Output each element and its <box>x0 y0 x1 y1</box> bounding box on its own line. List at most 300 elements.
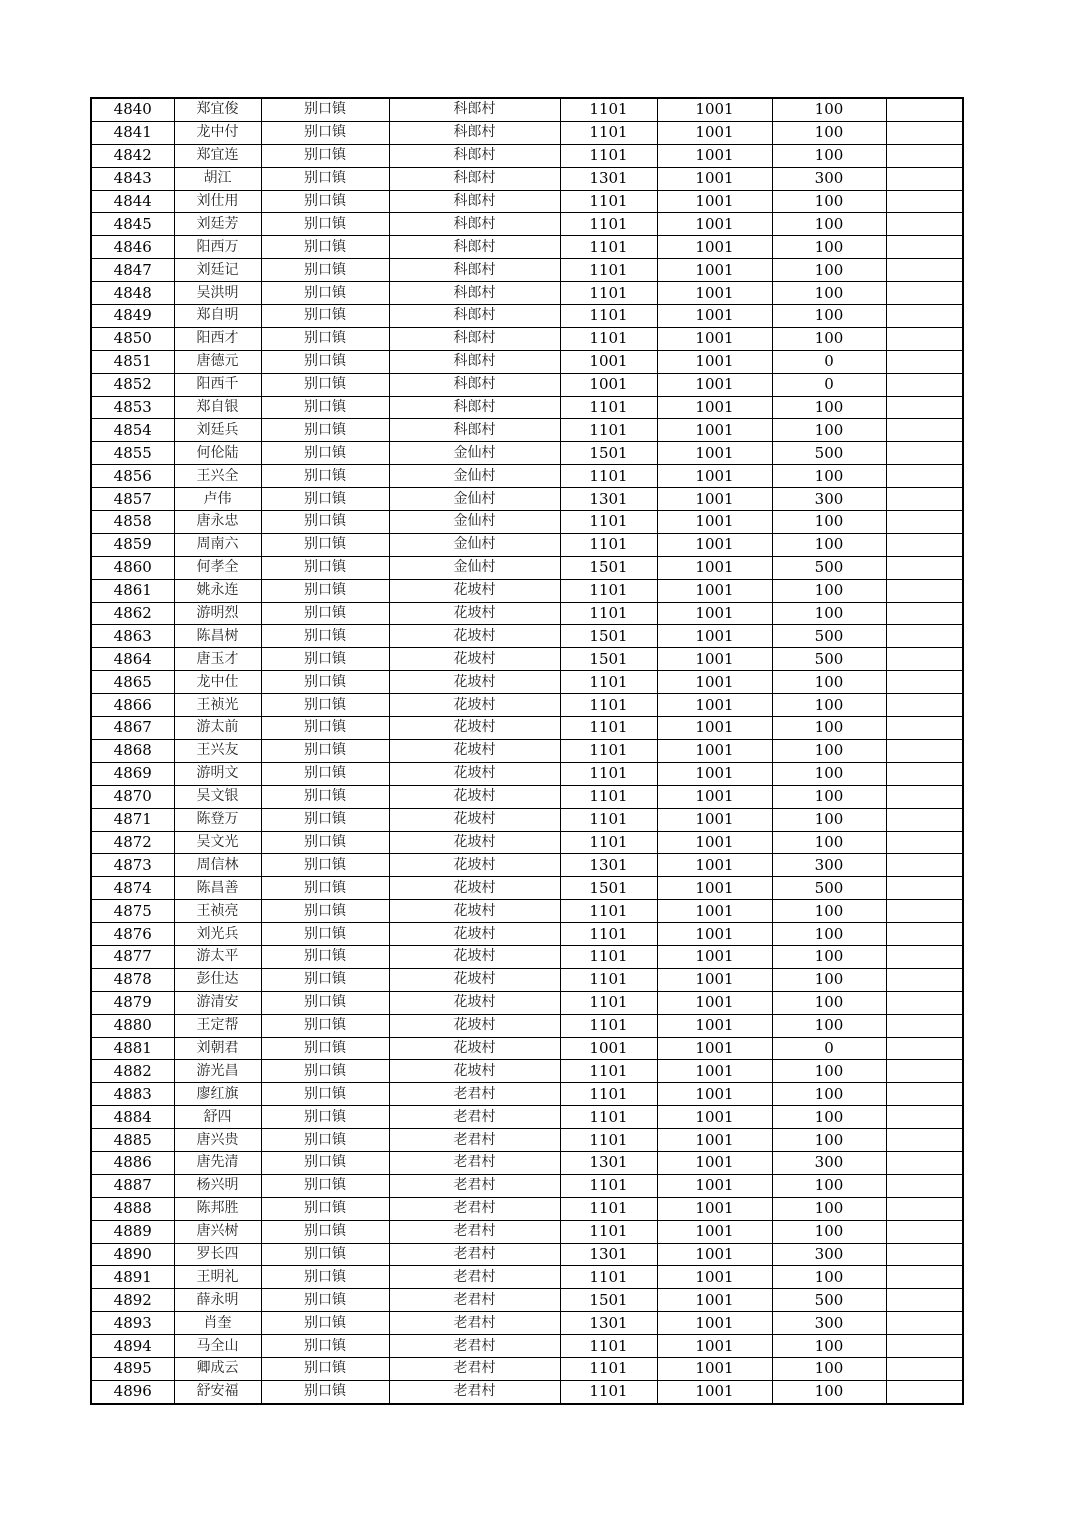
cell-code-b: 1001 <box>657 579 772 602</box>
table-row <box>91 602 963 625</box>
cell-remark <box>886 762 963 785</box>
cell-village: 科郎村 <box>389 213 560 236</box>
cell-amount: 100 <box>772 579 886 602</box>
cell-remark <box>886 968 963 991</box>
cell-township: 别口镇 <box>261 98 389 121</box>
cell-remark <box>886 991 963 1014</box>
cell-code-b: 1001 <box>657 1243 772 1266</box>
cell-row-number: 4844 <box>91 190 174 213</box>
cell-township: 别口镇 <box>261 945 389 968</box>
cell-code-a: 1501 <box>560 625 657 648</box>
cell-row-number: 4862 <box>91 602 174 625</box>
cell-township: 别口镇 <box>261 1357 389 1380</box>
cell-row-number: 4850 <box>91 327 174 350</box>
cell-remark <box>886 282 963 305</box>
cell-code-b: 1001 <box>657 350 772 373</box>
cell-code-a: 1101 <box>560 121 657 144</box>
cell-village: 花坡村 <box>389 831 560 854</box>
cell-name: 郑宜连 <box>174 144 261 167</box>
cell-township: 别口镇 <box>261 1174 389 1197</box>
cell-township: 别口镇 <box>261 900 389 923</box>
cell-amount: 100 <box>772 1197 886 1220</box>
table-row <box>91 1037 963 1060</box>
cell-name: 王祯光 <box>174 694 261 717</box>
cell-name: 唐永忠 <box>174 511 261 534</box>
cell-remark <box>886 1129 963 1152</box>
cell-code-a: 1101 <box>560 739 657 762</box>
table-row <box>91 98 963 121</box>
cell-row-number: 4841 <box>91 121 174 144</box>
table-row <box>91 1266 963 1289</box>
cell-row-number: 4886 <box>91 1151 174 1174</box>
cell-remark <box>886 511 963 534</box>
cell-name: 陈登万 <box>174 808 261 831</box>
cell-row-number: 4856 <box>91 465 174 488</box>
cell-village: 金仙村 <box>389 533 560 556</box>
cell-remark <box>886 1380 963 1403</box>
cell-remark <box>886 327 963 350</box>
cell-village: 老君村 <box>389 1243 560 1266</box>
cell-row-number: 4843 <box>91 167 174 190</box>
cell-remark <box>886 945 963 968</box>
cell-remark <box>886 396 963 419</box>
cell-code-b: 1001 <box>657 1151 772 1174</box>
cell-code-b: 1001 <box>657 1060 772 1083</box>
cell-amount: 100 <box>772 785 886 808</box>
cell-township: 别口镇 <box>261 236 389 259</box>
cell-code-b: 1001 <box>657 167 772 190</box>
cell-code-a: 1301 <box>560 1243 657 1266</box>
cell-township: 别口镇 <box>261 121 389 144</box>
cell-code-a: 1101 <box>560 1060 657 1083</box>
cell-row-number: 4889 <box>91 1220 174 1243</box>
cell-remark <box>886 213 963 236</box>
cell-code-a: 1301 <box>560 167 657 190</box>
cell-code-a: 1101 <box>560 579 657 602</box>
cell-code-b: 1001 <box>657 900 772 923</box>
cell-code-b: 1001 <box>657 854 772 877</box>
cell-amount: 100 <box>772 1014 886 1037</box>
cell-remark <box>886 602 963 625</box>
cell-name: 王兴全 <box>174 465 261 488</box>
cell-name: 王祯亮 <box>174 900 261 923</box>
cell-amount: 100 <box>772 1335 886 1358</box>
cell-amount: 500 <box>772 877 886 900</box>
cell-name: 舒四 <box>174 1106 261 1129</box>
cell-name: 罗长四 <box>174 1243 261 1266</box>
cell-remark <box>886 1060 963 1083</box>
cell-township: 别口镇 <box>261 1243 389 1266</box>
cell-township: 别口镇 <box>261 1335 389 1358</box>
table-row <box>91 556 963 579</box>
cell-name: 王定帮 <box>174 1014 261 1037</box>
cell-remark <box>886 648 963 671</box>
cell-row-number: 4842 <box>91 144 174 167</box>
table-row <box>91 327 963 350</box>
cell-remark <box>886 739 963 762</box>
table-row <box>91 739 963 762</box>
cell-township: 别口镇 <box>261 327 389 350</box>
cell-code-a: 1101 <box>560 968 657 991</box>
table-row <box>91 991 963 1014</box>
cell-village: 花坡村 <box>389 808 560 831</box>
cell-code-b: 1001 <box>657 991 772 1014</box>
cell-name: 龙中仕 <box>174 671 261 694</box>
cell-township: 别口镇 <box>261 1106 389 1129</box>
cell-code-a: 1101 <box>560 259 657 282</box>
cell-township: 别口镇 <box>261 1014 389 1037</box>
cell-name: 游明烈 <box>174 602 261 625</box>
cell-name: 郑自明 <box>174 305 261 328</box>
cell-village: 花坡村 <box>389 717 560 740</box>
cell-village: 老君村 <box>389 1197 560 1220</box>
cell-row-number: 4871 <box>91 808 174 831</box>
cell-township: 别口镇 <box>261 396 389 419</box>
cell-name: 王明礼 <box>174 1266 261 1289</box>
cell-code-b: 1001 <box>657 1357 772 1380</box>
table-row <box>91 1060 963 1083</box>
cell-remark <box>886 98 963 121</box>
cell-name: 卿成云 <box>174 1357 261 1380</box>
cell-row-number: 4888 <box>91 1197 174 1220</box>
cell-amount: 100 <box>772 190 886 213</box>
cell-village: 科郎村 <box>389 282 560 305</box>
cell-village: 花坡村 <box>389 1014 560 1037</box>
cell-code-a: 1101 <box>560 190 657 213</box>
cell-code-a: 1101 <box>560 808 657 831</box>
cell-village: 科郎村 <box>389 396 560 419</box>
cell-row-number: 4854 <box>91 419 174 442</box>
cell-township: 别口镇 <box>261 739 389 762</box>
cell-name: 彭仕达 <box>174 968 261 991</box>
table-row <box>91 808 963 831</box>
table-row <box>91 488 963 511</box>
cell-row-number: 4867 <box>91 717 174 740</box>
cell-amount: 100 <box>772 1106 886 1129</box>
cell-code-a: 1101 <box>560 694 657 717</box>
cell-township: 别口镇 <box>261 1289 389 1312</box>
cell-village: 花坡村 <box>389 1060 560 1083</box>
cell-name: 周信林 <box>174 854 261 877</box>
table-row <box>91 1106 963 1129</box>
cell-village: 科郎村 <box>389 144 560 167</box>
cell-township: 别口镇 <box>261 167 389 190</box>
cell-code-b: 1001 <box>657 1174 772 1197</box>
cell-amount: 0 <box>772 373 886 396</box>
cell-village: 老君村 <box>389 1220 560 1243</box>
cell-township: 别口镇 <box>261 808 389 831</box>
cell-code-b: 1001 <box>657 1312 772 1335</box>
cell-amount: 100 <box>772 121 886 144</box>
cell-row-number: 4873 <box>91 854 174 877</box>
cell-name: 舒安福 <box>174 1380 261 1403</box>
cell-row-number: 4857 <box>91 488 174 511</box>
cell-code-b: 1001 <box>657 602 772 625</box>
cell-remark <box>886 1014 963 1037</box>
cell-remark <box>886 1289 963 1312</box>
cell-code-a: 1101 <box>560 1083 657 1106</box>
cell-row-number: 4868 <box>91 739 174 762</box>
cell-code-b: 1001 <box>657 121 772 144</box>
cell-code-a: 1101 <box>560 144 657 167</box>
table-row <box>91 854 963 877</box>
cell-code-a: 1101 <box>560 419 657 442</box>
cell-township: 别口镇 <box>261 533 389 556</box>
cell-township: 别口镇 <box>261 831 389 854</box>
cell-township: 别口镇 <box>261 1197 389 1220</box>
cell-amount: 100 <box>772 1266 886 1289</box>
cell-remark <box>886 1037 963 1060</box>
table-row <box>91 465 963 488</box>
cell-code-a: 1501 <box>560 648 657 671</box>
cell-row-number: 4853 <box>91 396 174 419</box>
table-row <box>91 1129 963 1152</box>
cell-village: 科郎村 <box>389 121 560 144</box>
cell-township: 别口镇 <box>261 190 389 213</box>
cell-village: 老君村 <box>389 1106 560 1129</box>
cell-remark <box>886 785 963 808</box>
cell-code-a: 1101 <box>560 1014 657 1037</box>
cell-township: 别口镇 <box>261 1129 389 1152</box>
table-row <box>91 282 963 305</box>
cell-code-a: 1101 <box>560 98 657 121</box>
cell-village: 金仙村 <box>389 511 560 534</box>
cell-name: 游太前 <box>174 717 261 740</box>
cell-code-a: 1101 <box>560 1106 657 1129</box>
cell-village: 花坡村 <box>389 1037 560 1060</box>
cell-name: 胡江 <box>174 167 261 190</box>
cell-row-number: 4882 <box>91 1060 174 1083</box>
cell-amount: 100 <box>772 923 886 946</box>
cell-row-number: 4861 <box>91 579 174 602</box>
cell-code-a: 1101 <box>560 900 657 923</box>
cell-remark <box>886 305 963 328</box>
cell-code-a: 1001 <box>560 1037 657 1060</box>
cell-name: 游光昌 <box>174 1060 261 1083</box>
cell-code-a: 1301 <box>560 1312 657 1335</box>
cell-village: 金仙村 <box>389 465 560 488</box>
cell-name: 阳西千 <box>174 373 261 396</box>
cell-amount: 100 <box>772 533 886 556</box>
cell-code-a: 1101 <box>560 831 657 854</box>
cell-village: 科郎村 <box>389 373 560 396</box>
cell-row-number: 4879 <box>91 991 174 1014</box>
cell-amount: 0 <box>772 350 886 373</box>
cell-row-number: 4874 <box>91 877 174 900</box>
cell-amount: 300 <box>772 167 886 190</box>
cell-row-number: 4847 <box>91 259 174 282</box>
cell-code-b: 1001 <box>657 1380 772 1403</box>
cell-code-a: 1301 <box>560 488 657 511</box>
cell-code-b: 1001 <box>657 945 772 968</box>
cell-code-b: 1001 <box>657 1129 772 1152</box>
cell-code-a: 1001 <box>560 373 657 396</box>
cell-village: 老君村 <box>389 1129 560 1152</box>
cell-remark <box>886 442 963 465</box>
cell-village: 花坡村 <box>389 648 560 671</box>
cell-code-b: 1001 <box>657 1197 772 1220</box>
cell-remark <box>886 121 963 144</box>
cell-name: 刘廷芳 <box>174 213 261 236</box>
cell-code-b: 1001 <box>657 213 772 236</box>
cell-code-a: 1101 <box>560 511 657 534</box>
cell-name: 郑宜俊 <box>174 98 261 121</box>
cell-code-a: 1101 <box>560 327 657 350</box>
cell-code-b: 1001 <box>657 808 772 831</box>
cell-remark <box>886 1243 963 1266</box>
cell-village: 金仙村 <box>389 442 560 465</box>
cell-name: 卢伟 <box>174 488 261 511</box>
cell-row-number: 4864 <box>91 648 174 671</box>
cell-code-b: 1001 <box>657 327 772 350</box>
cell-village: 花坡村 <box>389 579 560 602</box>
cell-village: 科郎村 <box>389 98 560 121</box>
cell-village: 科郎村 <box>389 259 560 282</box>
cell-township: 别口镇 <box>261 923 389 946</box>
cell-code-b: 1001 <box>657 282 772 305</box>
cell-row-number: 4880 <box>91 1014 174 1037</box>
cell-remark <box>886 167 963 190</box>
cell-township: 别口镇 <box>261 877 389 900</box>
cell-village: 花坡村 <box>389 854 560 877</box>
cell-remark <box>886 1357 963 1380</box>
table-row <box>91 1197 963 1220</box>
cell-village: 老君村 <box>389 1174 560 1197</box>
cell-remark <box>886 236 963 259</box>
cell-village: 科郎村 <box>389 305 560 328</box>
cell-code-a: 1101 <box>560 213 657 236</box>
cell-row-number: 4876 <box>91 923 174 946</box>
table-row <box>91 121 963 144</box>
cell-amount: 300 <box>772 1151 886 1174</box>
cell-township: 别口镇 <box>261 1151 389 1174</box>
cell-amount: 300 <box>772 1312 886 1335</box>
cell-row-number: 4860 <box>91 556 174 579</box>
cell-village: 花坡村 <box>389 602 560 625</box>
cell-code-a: 1101 <box>560 991 657 1014</box>
cell-code-b: 1001 <box>657 556 772 579</box>
table-row <box>91 511 963 534</box>
cell-code-a: 1101 <box>560 1357 657 1380</box>
cell-remark <box>886 877 963 900</box>
cell-village: 老君村 <box>389 1083 560 1106</box>
cell-row-number: 4852 <box>91 373 174 396</box>
table-row <box>91 419 963 442</box>
cell-amount: 100 <box>772 968 886 991</box>
cell-remark <box>886 625 963 648</box>
cell-code-b: 1001 <box>657 236 772 259</box>
cell-remark <box>886 1151 963 1174</box>
cell-township: 别口镇 <box>261 305 389 328</box>
cell-amount: 100 <box>772 717 886 740</box>
cell-code-a: 1501 <box>560 1289 657 1312</box>
cell-code-b: 1001 <box>657 533 772 556</box>
cell-name: 吴文银 <box>174 785 261 808</box>
cell-name: 薛永明 <box>174 1289 261 1312</box>
cell-name: 吴文光 <box>174 831 261 854</box>
cell-remark <box>886 1197 963 1220</box>
cell-township: 别口镇 <box>261 854 389 877</box>
cell-amount: 100 <box>772 213 886 236</box>
table-row <box>91 259 963 282</box>
cell-code-b: 1001 <box>657 968 772 991</box>
cell-code-b: 1001 <box>657 671 772 694</box>
cell-code-b: 1001 <box>657 625 772 648</box>
cell-name: 唐玉才 <box>174 648 261 671</box>
cell-amount: 100 <box>772 831 886 854</box>
cell-township: 别口镇 <box>261 282 389 305</box>
cell-remark <box>886 190 963 213</box>
cell-village: 老君村 <box>389 1312 560 1335</box>
cell-code-b: 1001 <box>657 1083 772 1106</box>
cell-amount: 100 <box>772 98 886 121</box>
cell-name: 王兴友 <box>174 739 261 762</box>
table-row <box>91 1312 963 1335</box>
cell-name: 刘廷记 <box>174 259 261 282</box>
cell-code-a: 1001 <box>560 350 657 373</box>
cell-code-b: 1001 <box>657 1266 772 1289</box>
cell-code-a: 1101 <box>560 236 657 259</box>
cell-remark <box>886 1083 963 1106</box>
cell-code-b: 1001 <box>657 305 772 328</box>
table-row <box>91 923 963 946</box>
cell-amount: 500 <box>772 556 886 579</box>
cell-code-b: 1001 <box>657 648 772 671</box>
cell-name: 马全山 <box>174 1335 261 1358</box>
cell-code-b: 1001 <box>657 1220 772 1243</box>
table-body <box>91 98 963 1404</box>
cell-remark <box>886 373 963 396</box>
table-row <box>91 1357 963 1380</box>
table-row <box>91 1289 963 1312</box>
cell-code-b: 1001 <box>657 190 772 213</box>
cell-remark <box>886 556 963 579</box>
cell-code-b: 1001 <box>657 1037 772 1060</box>
cell-remark <box>886 579 963 602</box>
table-row <box>91 1014 963 1037</box>
cell-township: 别口镇 <box>261 1060 389 1083</box>
cell-township: 别口镇 <box>261 488 389 511</box>
cell-name: 阳西才 <box>174 327 261 350</box>
cell-remark <box>886 350 963 373</box>
cell-row-number: 4840 <box>91 98 174 121</box>
cell-code-b: 1001 <box>657 785 772 808</box>
cell-remark <box>886 1106 963 1129</box>
cell-row-number: 4891 <box>91 1266 174 1289</box>
cell-name: 肖奎 <box>174 1312 261 1335</box>
cell-amount: 100 <box>772 327 886 350</box>
cell-code-a: 1301 <box>560 1151 657 1174</box>
cell-code-a: 1101 <box>560 396 657 419</box>
cell-code-b: 1001 <box>657 1289 772 1312</box>
cell-township: 别口镇 <box>261 350 389 373</box>
cell-row-number: 4890 <box>91 1243 174 1266</box>
table-row <box>91 533 963 556</box>
cell-village: 科郎村 <box>389 327 560 350</box>
cell-code-a: 1501 <box>560 442 657 465</box>
cell-township: 别口镇 <box>261 373 389 396</box>
table-row <box>91 785 963 808</box>
cell-code-a: 1101 <box>560 671 657 694</box>
cell-village: 老君村 <box>389 1266 560 1289</box>
cell-code-a: 1101 <box>560 1335 657 1358</box>
cell-township: 别口镇 <box>261 762 389 785</box>
cell-village: 金仙村 <box>389 488 560 511</box>
cell-row-number: 4848 <box>91 282 174 305</box>
table-row <box>91 213 963 236</box>
cell-amount: 100 <box>772 671 886 694</box>
cell-amount: 300 <box>772 1243 886 1266</box>
